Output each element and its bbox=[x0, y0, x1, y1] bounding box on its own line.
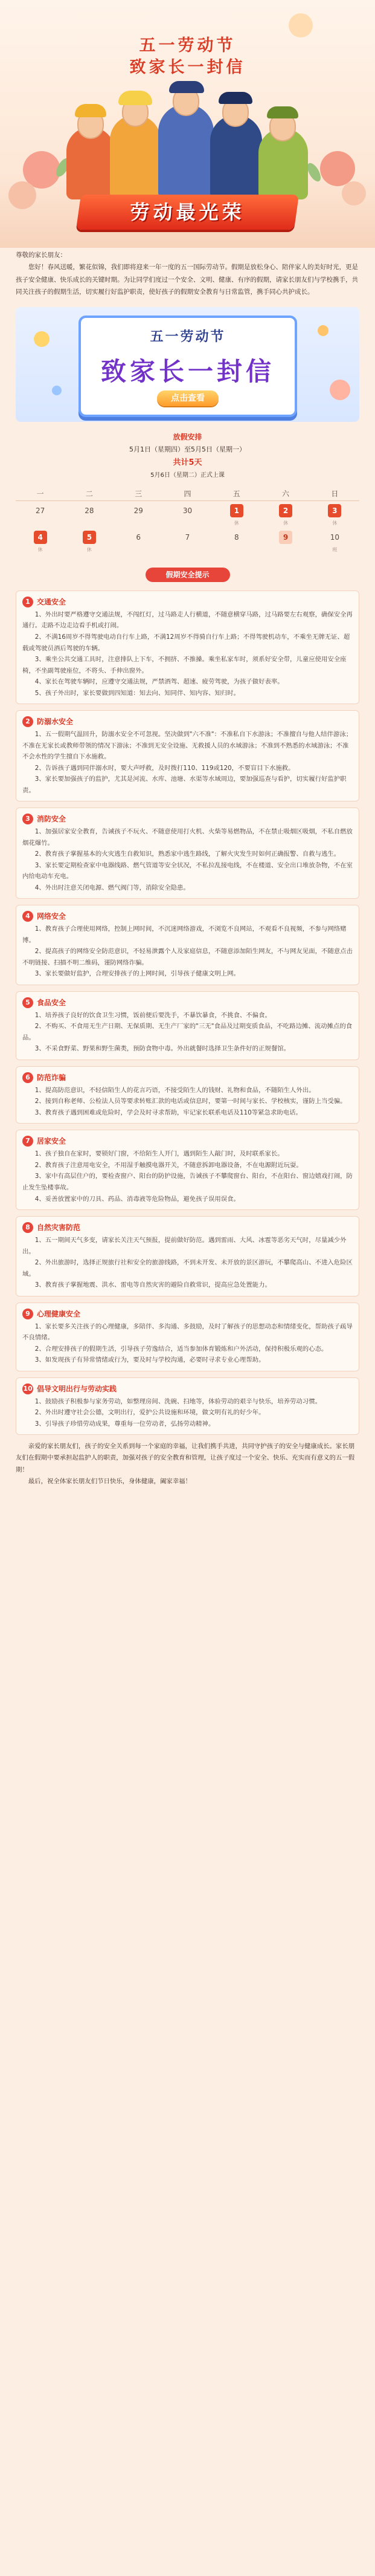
calendar-day-holiday: 3 bbox=[310, 503, 359, 518]
view-button[interactable]: 点击查看 bbox=[157, 390, 219, 406]
section-number-badge: 5 bbox=[22, 997, 33, 1008]
calendar-note bbox=[16, 520, 65, 528]
feature-title: 致家长一封信 bbox=[100, 356, 275, 386]
calendar-day: 29 bbox=[133, 506, 143, 515]
section-paragraph: 1、家长要多关注孩子的心理健康，多陪伴、多沟通、多鼓励，及时了解孩子的思想动态和情绪变化，帮助孩子疏导不良情绪。 bbox=[22, 1322, 353, 1342]
section-paragraph: 1、外出时要严格遵守交通法规，不闯红灯，过马路走人行横道，不随意横穿马路，过马路要左右观察，确保安全再通行。走路不边走边看手机或打闹。 bbox=[22, 610, 353, 630]
greeting: 尊敬的家长朋友： bbox=[16, 251, 66, 259]
calendar-note: 班 bbox=[332, 546, 338, 552]
safety-section bbox=[16, 991, 359, 1060]
calendar-note bbox=[163, 520, 212, 528]
safety-section bbox=[16, 1216, 359, 1296]
section-paragraph: 1、孩子独自在家时，要锁好门窗，不给陌生人开门，遇到陌生人敲门时，及时联系家长。 bbox=[34, 1150, 284, 1158]
flower-decoration bbox=[8, 181, 36, 209]
sun-decoration bbox=[289, 13, 313, 37]
section-paragraph: 3、家长要定期检查家中电器线路、燃气管道等安全状况，不私拉乱接电线，不在楼道、安全出口堆放杂物，不在室内给电动车充电。 bbox=[22, 861, 353, 881]
section-title: 心理健康安全 bbox=[37, 1309, 81, 1318]
section-title: 居家安全 bbox=[37, 1137, 66, 1146]
section-number-badge: 10 bbox=[22, 1383, 33, 1394]
closing-wish: 最后，祝全体家长朋友们节日快乐，身体健康，阖家幸福！ bbox=[28, 1477, 191, 1485]
section-number-badge: 4 bbox=[22, 911, 33, 922]
section-title: 防范诈骗 bbox=[37, 1073, 66, 1082]
hero-banner bbox=[0, 0, 375, 248]
weekday-label: 三 bbox=[114, 487, 163, 501]
section-paragraph: 3、教育孩子掌握地震、洪水、雷电等自然灾害的避险自救常识，提高应急处置能力。 bbox=[34, 1281, 271, 1289]
calendar-day-holiday: 4 bbox=[16, 530, 65, 545]
workers-illustration bbox=[66, 79, 308, 199]
hero-title bbox=[0, 35, 375, 79]
feature-image bbox=[16, 307, 359, 422]
calendar-day-holiday: 2 bbox=[261, 503, 310, 518]
calendar-day-makeup: 9 bbox=[261, 530, 310, 545]
section-paragraph: 1、鼓励孩子积极参与家务劳动，如整理房间、洗碗、扫地等，体验劳动的艰辛与快乐，培养劳动习惯。 bbox=[34, 1397, 321, 1405]
feature-subtitle: 五一劳动节 bbox=[150, 329, 226, 345]
calendar-note bbox=[114, 547, 163, 554]
section-paragraph: 3、如发现孩子有异常情绪或行为，要及时与学校沟通，必要时寻求专业心理帮助。 bbox=[34, 1356, 265, 1364]
section-number-badge: 6 bbox=[22, 1072, 33, 1083]
intro bbox=[16, 248, 359, 299]
weekday-label: 五 bbox=[212, 487, 261, 501]
weekday-label: 二 bbox=[65, 487, 114, 501]
section-number-badge: 9 bbox=[22, 1309, 33, 1319]
section-number-badge: 2 bbox=[22, 716, 33, 727]
section-paragraph: 2、教育孩子掌握基本的火灾逃生自救知识，熟悉家中逃生路线，了解火灾发生时如何正确报警、自救与逃生。 bbox=[34, 850, 341, 858]
section-header bbox=[22, 714, 353, 729]
section-paragraph: 3、不采食野菜、野果和野生菌类，预防食物中毒。外出就餐时选择卫生条件好的正规餐馆。 bbox=[34, 1045, 290, 1053]
safety-section bbox=[16, 905, 359, 985]
section-title: 食品安全 bbox=[37, 998, 66, 1007]
calendar-note bbox=[114, 520, 163, 528]
calendar-day-holiday: 5 bbox=[65, 530, 114, 545]
section-title: 交通安全 bbox=[37, 597, 66, 606]
safety-section bbox=[16, 591, 359, 704]
safety-section bbox=[16, 1377, 359, 1435]
section-paragraph: 5、孩子外出时，家长要做到四知道：知去向、知同伴、知内容、知归时。 bbox=[34, 689, 240, 697]
section-header bbox=[22, 1134, 353, 1148]
safety-section bbox=[16, 1303, 359, 1371]
calendar-day: 6 bbox=[136, 532, 141, 542]
safety-section bbox=[16, 1130, 359, 1210]
section-paragraph: 1、培养孩子良好的饮食卫生习惯，饭前便后要洗手，不暴饮暴食，不挑食、不偏食。 bbox=[34, 1011, 271, 1019]
section-header bbox=[22, 1307, 353, 1321]
section-paragraph: 3、家长要加强孩子的监护，尤其是河流、水库、池塘、水渠等水域周边，要加强巡查与看护，切实履行好监护职责。 bbox=[22, 775, 347, 794]
holiday-schedule bbox=[16, 430, 359, 482]
section-header bbox=[22, 995, 353, 1010]
weekday-label: 一 bbox=[16, 487, 65, 501]
calendar-note bbox=[261, 547, 310, 554]
section-paragraph: 2、接到自称老师、公检法人员等要求转账汇款的电话或信息时，要第一时间与家长、学校核实，谨防上当受骗。 bbox=[34, 1098, 347, 1105]
hero-title-line2: 致家长一封信 bbox=[129, 58, 246, 77]
safety-section bbox=[16, 710, 359, 801]
section-header bbox=[22, 595, 353, 609]
section-number-badge: 8 bbox=[22, 1222, 33, 1233]
section-title: 自然灾害防范 bbox=[37, 1223, 81, 1232]
section-paragraph: 2、教育孩子注意用电安全，不用湿手触摸电器开关，不随意拆卸电器设备，不在电源附近玩耍。 bbox=[34, 1161, 303, 1169]
section-header bbox=[22, 909, 353, 924]
section-paragraph: 1、教育孩子合理使用网络，控制上网时间，不沉迷网络游戏，不浏览不良网站，不观看不良视频，不参与网络赌博。 bbox=[22, 925, 347, 944]
section-paragraph: 2、合理安排孩子的假期生活，引导孩子劳逸结合，适当参加体育锻炼和户外活动，保持积极乐观的心态。 bbox=[34, 1345, 328, 1353]
calendar-note: 休 bbox=[86, 546, 92, 552]
closing-paragraph: 亲爱的家长朋友们，孩子的安全关系到每一个家庭的幸福，让我们携手共进，共同守护孩子的安全与健康成长。家长朋友们在假期中要承担起监护人的职责，加强对孩子的安全教育和管理，让孩子度过一个安全、快乐、充实而有意义的五一假期！ bbox=[16, 1443, 355, 1474]
section-header bbox=[22, 1382, 353, 1396]
weekday-label: 四 bbox=[163, 487, 212, 501]
section-number-badge: 1 bbox=[22, 597, 33, 607]
section-paragraph: 1、提高防范意识，不轻信陌生人的花言巧语，不接受陌生人的钱财、礼物和食品，不随陌生人外出。 bbox=[34, 1086, 315, 1094]
section-title: 倡导文明出行与劳动实践 bbox=[37, 1384, 117, 1393]
schedule-total: 共计5天 bbox=[173, 458, 202, 468]
section-paragraph: 2、提高孩子的网络安全防范意识，不轻易泄露个人及家庭信息，不随意添加陌生网友，不与网友见面，不随意点击不明链接、扫描不明二维码，谨防网络诈骗。 bbox=[22, 948, 353, 966]
safety-section bbox=[16, 1066, 359, 1124]
calendar-day: 27 bbox=[36, 506, 45, 515]
section-header bbox=[22, 812, 353, 826]
section-paragraph: 3、教育孩子遇到困难或危险时，学会及时寻求帮助，牢记家长联系电话及110等紧急求助电话。 bbox=[34, 1108, 302, 1116]
section-number-badge: 7 bbox=[22, 1136, 33, 1147]
flower-decoration bbox=[342, 181, 366, 205]
schedule-range: 5月1日（星期四）至5月5日（星期一） bbox=[129, 445, 246, 454]
section-paragraph: 4、妥善放置家中的刀具、药品、消毒液等危险物品，避免孩子误用误食。 bbox=[34, 1195, 240, 1203]
section-title: 防溺水安全 bbox=[37, 717, 74, 726]
calendar-note: 休 bbox=[332, 520, 338, 526]
calendar-day: 8 bbox=[234, 532, 239, 542]
section-paragraph: 1、五一期间天气多变，请家长关注天气预报，提前做好防范。遇到雷雨、大风、冰雹等恶劣天气时，尽量减少外出。 bbox=[22, 1237, 347, 1255]
section-paragraph: 1、加强居家安全教育，告诫孩子不玩火、不随意使用打火机、火柴等易燃物品，不在禁止吸烟区吸烟，不私自燃放烟花爆竹。 bbox=[22, 828, 353, 847]
section-header bbox=[22, 1220, 353, 1235]
section-paragraph: 4、家长在驾驶车辆时，应遵守交通法规，严禁酒驾、超速、疲劳驾驶，为孩子做好表率。 bbox=[34, 678, 284, 686]
section-paragraph: 3、家中有高层住户的，要检查窗户、阳台的防护设施，告诫孩子不攀爬窗台、阳台，不在阳台、窗边嬉戏打闹，防止发生坠楼事故。 bbox=[22, 1173, 353, 1191]
section-paragraph: 2、不满16周岁不得驾驶电动自行车上路，不满12周岁不得骑自行车上路；不得驾驶机动车，不乘坐无牌无证、超载或驾驶员酒后驾驶的车辆。 bbox=[22, 633, 350, 652]
letter-content bbox=[0, 248, 375, 1487]
hero-title-line1: 五一劳动节 bbox=[139, 36, 236, 55]
section-paragraph: 4、外出时注意关闭电源、燃气阀门等，消除安全隐患。 bbox=[34, 884, 190, 892]
holiday-calendar bbox=[16, 487, 359, 554]
flower-decoration bbox=[320, 151, 355, 186]
intro-paragraph: 您好！春风送暖，繁花似锦，我们即将迎来一年一度的五一国际劳动节。假期是放松身心、陪伴家人的美好时光，更是孩子安全健康、快乐成长的关键时期。为让同学们度过一个安全、文明、健康、有序的假期，请家长朋友们与学校携手，共同关注孩子的假期生活，切实履行好监护职责，使好孩子的假期安全教育与日常监管，携手同心共护成长。 bbox=[16, 264, 358, 296]
section-number-badge: 3 bbox=[22, 814, 33, 824]
section-title: 网络安全 bbox=[37, 912, 66, 921]
section-paragraph: 2、告诉孩子遇到同伴溺水时，要大声呼救，及时拨打110、119或120，不要盲目下水施救。 bbox=[34, 764, 295, 772]
weekday-label: 六 bbox=[261, 487, 310, 501]
feature-card bbox=[79, 316, 297, 417]
weekday-label: 日 bbox=[310, 487, 359, 501]
section-title: 消防安全 bbox=[37, 815, 66, 824]
section-paragraph: 1、五一假期气温回升，防溺水安全不可忽视。坚决做到"六不准"：不准私自下水游泳；不准擅自与他人结伴游泳；不准在无家长或教师带领的情况下游泳；不准到无安全设施、无救援人员的水域游泳；不准到不熟悉的水域游泳；不准不会水性的学生擅自下水施救。 bbox=[22, 731, 353, 761]
calendar-day: 10 bbox=[330, 532, 339, 542]
section-paragraph: 2、外出旅游时，选择正规旅行社和安全的旅游线路，不到未开发、未开放的景区游玩，不攀爬高山、不进入危险区域。 bbox=[22, 1259, 353, 1278]
calendar-day: 28 bbox=[85, 506, 94, 515]
section-paragraph: 2、外出时遵守社会公德，文明出行，爱护公共设施和环境，做文明有礼的好少年。 bbox=[34, 1409, 265, 1417]
calendar-day-holiday: 1 bbox=[212, 503, 261, 518]
safety-section bbox=[16, 807, 359, 899]
calendar-day: 30 bbox=[182, 506, 193, 515]
section-paragraph: 3、家长要做好监护，合理安排孩子的上网时间，引导孩子健康文明上网。 bbox=[34, 970, 240, 978]
closing bbox=[16, 1441, 359, 1487]
calendar-day: 7 bbox=[185, 532, 190, 542]
section-paragraph: 3、引导孩子珍惜劳动成果，尊重每一位劳动者，弘扬劳动精神。 bbox=[34, 1420, 215, 1428]
calendar-note bbox=[163, 547, 212, 554]
calendar-note: 休 bbox=[37, 546, 43, 552]
safety-tips-pill: 假期安全提示 bbox=[146, 568, 230, 582]
hero-slogan: 劳动最光荣 bbox=[130, 201, 245, 224]
safety-sections bbox=[16, 591, 359, 1435]
hero-slogan-banner bbox=[76, 195, 299, 230]
schedule-heading: 放假安排 bbox=[173, 432, 202, 441]
calendar-note bbox=[212, 547, 261, 554]
calendar-note: 休 bbox=[234, 520, 239, 526]
calendar-note: 休 bbox=[283, 520, 289, 526]
calendar-note bbox=[65, 520, 114, 528]
section-paragraph: 2、不购买、不食用无生产日期、无保质期、无生产厂家的"三无"食品及过期变质食品，不吃路边摊、流动摊点的食品。 bbox=[22, 1023, 353, 1041]
section-paragraph: 3、乘坐公共交通工具时，注意排队上下车，不拥挤、不推搡。乘坐私家车时，须系好安全带，儿童应使用安全座椅，不坐副驾驶座位，不将头、手伸出窗外。 bbox=[22, 656, 347, 675]
section-header bbox=[22, 1070, 353, 1085]
schedule-resume: 5月6日（星期二）正式上课 bbox=[150, 472, 225, 479]
